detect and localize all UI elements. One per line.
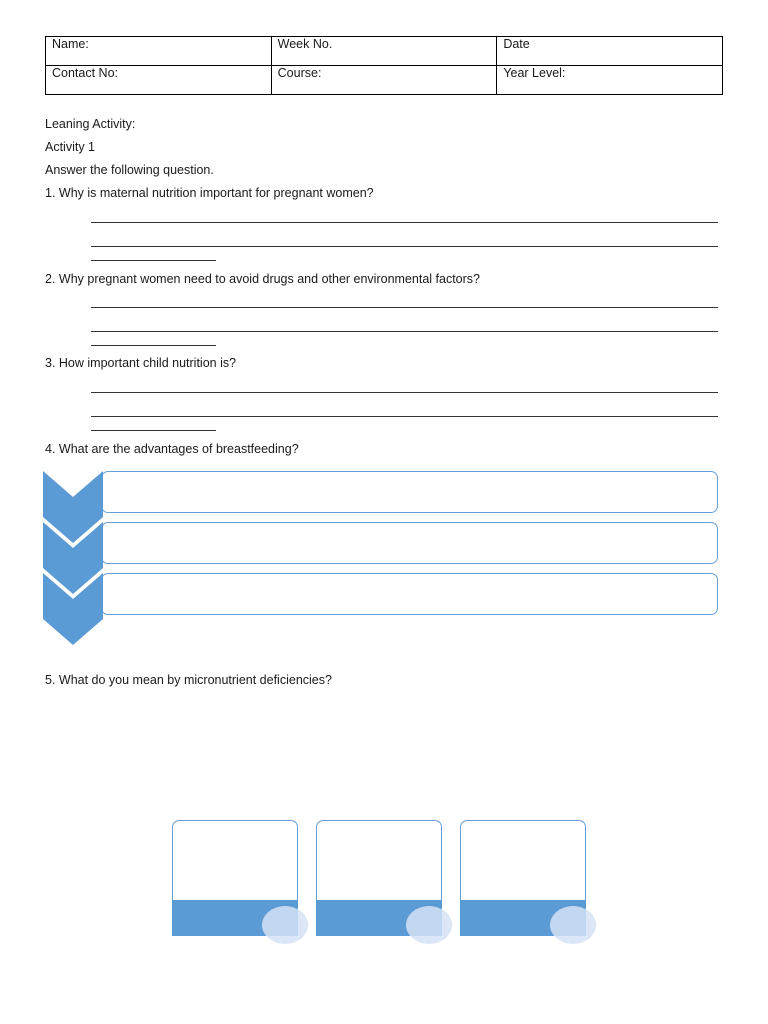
answer-box-3[interactable] <box>101 573 718 615</box>
circle-icon <box>550 906 596 944</box>
year-level-field[interactable]: Year Level: <box>497 66 723 95</box>
chevron-down-icon <box>43 573 105 645</box>
answer-line-2c[interactable] <box>91 345 216 346</box>
info-row-1 <box>46 37 723 66</box>
card-box-1[interactable] <box>172 820 298 900</box>
answer-line-2b[interactable] <box>91 331 718 332</box>
breastfeeding-answer-2[interactable] <box>43 522 721 568</box>
name-field[interactable]: Name: <box>46 37 272 66</box>
contact-no-field[interactable]: Contact No: <box>46 66 272 95</box>
deficiency-card-2[interactable] <box>316 820 442 936</box>
question-5: 5. What do you mean by micronutrient deficiencies? <box>45 673 332 687</box>
breastfeeding-answer-3[interactable] <box>43 573 721 619</box>
date-field[interactable]: Date <box>497 37 723 66</box>
breastfeeding-answer-1[interactable] <box>43 471 721 517</box>
circle-icon <box>406 906 452 944</box>
answer-line-3a[interactable] <box>91 392 718 393</box>
deficiency-card-1[interactable] <box>172 820 298 936</box>
answer-box-1[interactable] <box>101 471 718 513</box>
card-box-2[interactable] <box>316 820 442 900</box>
card-box-3[interactable] <box>460 820 586 900</box>
info-row-2 <box>46 66 723 95</box>
question-4: 4. What are the advantages of breastfeeding? <box>45 442 299 456</box>
course-field[interactable]: Course: <box>271 66 497 95</box>
answer-line-1c[interactable] <box>91 260 216 261</box>
instruction-text: Answer the following question. <box>45 163 214 177</box>
answer-line-2a[interactable] <box>91 307 718 308</box>
question-2: 2. Why pregnant women need to avoid drugs and other environmental factors? <box>45 272 480 286</box>
activity-title: Activity 1 <box>45 140 96 154</box>
deficiency-card-3[interactable] <box>460 820 586 936</box>
circle-icon <box>262 906 308 944</box>
answer-line-1a[interactable] <box>91 222 718 223</box>
answer-line-1b[interactable] <box>91 246 718 247</box>
answer-line-3c[interactable] <box>91 430 216 431</box>
question-3: 3. How important child nutrition is? <box>45 356 237 370</box>
question-1: 1. Why is maternal nutrition important for pregnant women? <box>45 186 374 200</box>
week-no-field[interactable]: Week No. <box>271 37 497 66</box>
section-title: Leaning Activity: <box>45 117 136 131</box>
answer-line-3b[interactable] <box>91 416 718 417</box>
answer-box-2[interactable] <box>101 522 718 564</box>
student-info-table <box>45 36 723 95</box>
